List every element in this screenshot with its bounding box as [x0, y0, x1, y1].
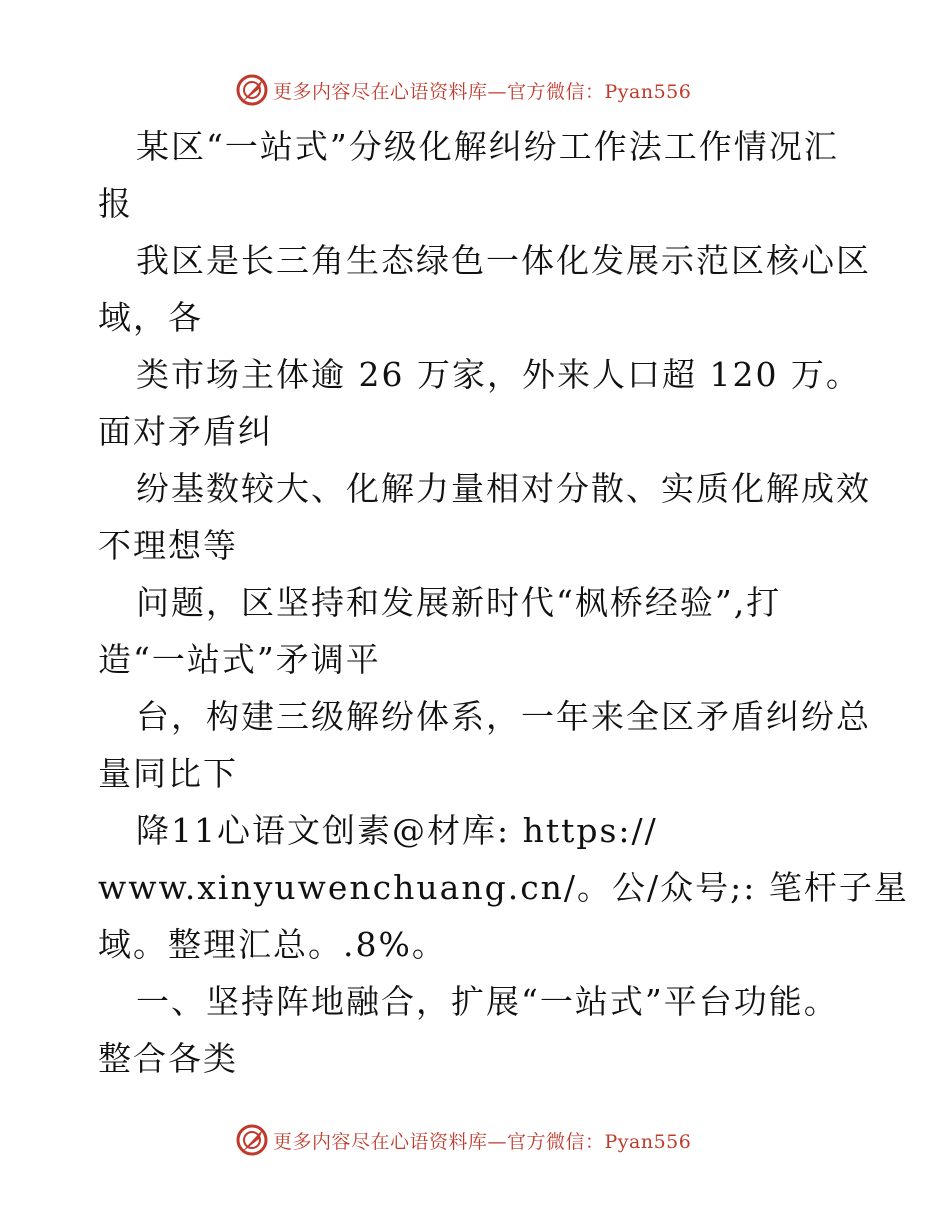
doc-line: 面对矛盾纠: [98, 412, 273, 451]
doc-line: 报: [98, 184, 133, 223]
doc-line: 量同比下: [98, 754, 238, 793]
doc-line: 问题，区坚持和发展新时代“枫桥经验”,打: [136, 583, 782, 622]
document-body: [98, 118, 909, 1087]
doc-line: 降11心语文创素@材库: https://: [136, 811, 658, 850]
doc-line: 我区是长三角生态绿色一体化发展示范区核心区: [136, 241, 871, 280]
header-banner-text: 更多内容尽在心语资料库—官方微信：Pyan556: [273, 80, 692, 103]
doc-line: www.xinyuwenchuang.cn/。公/众号;: 笔杆子星: [98, 868, 909, 907]
doc-line: 纷基数较大、化解力量相对分散、实质化解成效: [136, 469, 871, 508]
footer-banner-text: 更多内容尽在心语资料库—官方微信：Pyan556: [273, 1130, 692, 1153]
doc-line: 域，各: [98, 298, 203, 337]
quill-logo-icon: [235, 1123, 269, 1157]
footer-banner: [235, 1122, 691, 1158]
doc-line: 某区“一站式”分级化解纠纷工作法工作情况汇: [136, 127, 839, 166]
doc-line: 一、坚持阵地融合，扩展“一站式”平台功能。: [136, 982, 839, 1021]
header-banner: [235, 72, 691, 108]
doc-line: 整合各类: [98, 1039, 238, 1078]
doc-line: 域。整理汇总。.8%。: [98, 925, 447, 964]
doc-line: 不理想等: [98, 526, 238, 565]
quill-logo-icon: [235, 73, 269, 107]
doc-line: 台，构建三级解纷体系，一年来全区矛盾纠纷总: [136, 697, 871, 736]
doc-line: 类市场主体逾 26 万家，外来人口超 120 万。: [136, 355, 861, 394]
doc-line: 造“一站式”矛调平: [98, 640, 381, 679]
